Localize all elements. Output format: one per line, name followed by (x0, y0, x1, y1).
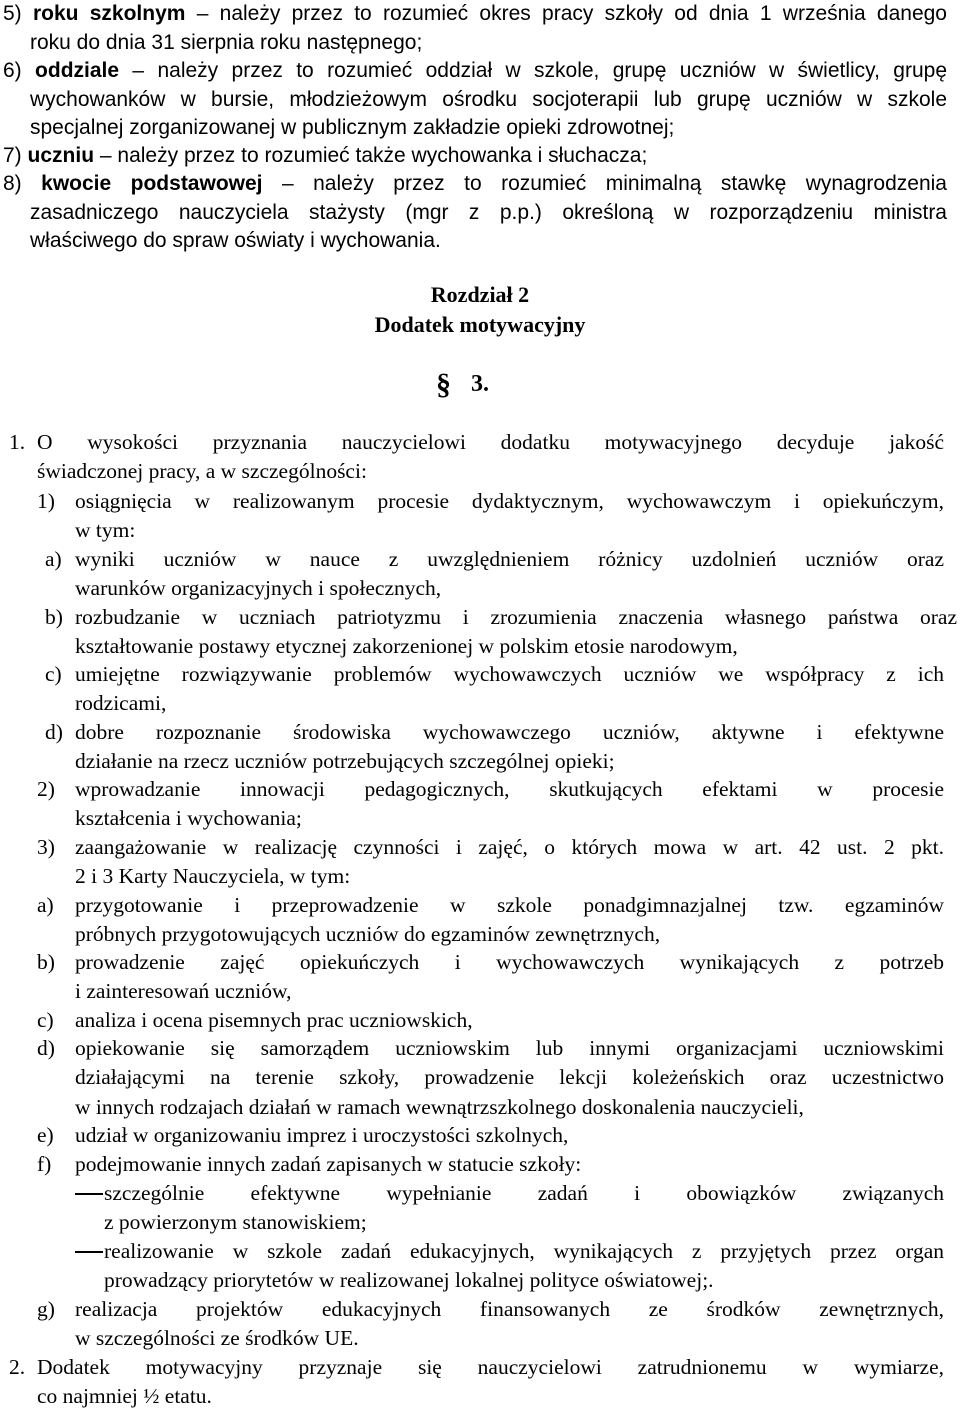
subitem-3a: przygotowanie i przeprowadzenie w szkole ponadgimnazjalnej tzw. egzaminów próbnych przygotowujących uczniów do egzaminów zewnętrznych, (75, 893, 944, 947)
subitem-3d: opiekowanie się samorządem uczniowskim lub innymi organizacjami uczniowskimi działającymi na terenie szkoły, prowadzenie lekcji koleżeńskich oraz uczestnictwo w innych rodzajach działań w ramach wewnątrzszkolnego doskonalenia nauczycieli, (75, 1036, 944, 1119)
subitem-3c: analiza i ocena pisemnych prac uczniowskich, (75, 1008, 473, 1032)
definition-item-5: 5) roku szkolnym – należy przez to rozumieć okres pracy szkoły od dnia 1 września danego roku do dnia 31 sierpnia roku następnego; (3, 2, 947, 54)
subitem-1c: umiejętne rozwiązywanie problemów wychowawczych uczniów we współpracy z ich rodzicami, (75, 662, 944, 716)
subitem-letter: f) (37, 1152, 52, 1176)
subitem-letter: a) (37, 893, 54, 917)
subitem-1b: rozbudzanie w uczniach patriotyzmu i zrozumienia znaczenia własnego państwa oraz kształtowanie postawy etycznej zakorzenionej w polskim etosie narodowym, (75, 605, 957, 659)
item-3: zaangażowanie w realizację czynności i zajęć, o których mowa w art. 42 ust. 2 pkt. 2 i 3 Karty Nauczyciela, w tym: (75, 835, 944, 889)
list-dash (75, 1193, 103, 1195)
subitem-3g: realizacja projektów edukacyjnych finansowanych ze środków zewnętrznych, w szczególności ze środków UE. (75, 1297, 944, 1351)
dash-item-1: szczególnie efektywne wypełnianie zadań i obowiązków związanych z powierzonym stanowiskiem; (104, 1181, 944, 1235)
subitem-letter: d) (45, 720, 63, 744)
subitem-3f: podejmowanie innych zadań zapisanych w statucie szkoły: (75, 1152, 582, 1176)
subitem-3e: udział w organizowaniu imprez i uroczystości szkolnych, (75, 1123, 569, 1147)
definition-item-6: 6) oddziale – należy przez to rozumieć oddział w szkole, grupę uczniów w świetlicy, grupę wychowanków w bursie, młodzieżowym ośrodku socjoterapii lub grupę uczniów w szkole specjalnej zorganizowanej w publicznym zakładzie opieki zdrowotnej; (3, 59, 948, 139)
item-2: wprowadzanie innowacji pedagogicznych, skutkujących efektami w procesie kształcenia i wychowania; (75, 777, 944, 831)
list-dash (75, 1251, 103, 1253)
subitem-letter: d) (37, 1036, 55, 1060)
item-1: osiągnięcia w realizowanym procesie dydaktycznym, wychowawczym i opiekuńczym, w tym: (75, 489, 944, 543)
point-number: 2. (9, 1355, 26, 1379)
subitem-letter: b) (37, 950, 55, 974)
subitem-1a: wyniki uczniów w nauce z uwzględnieniem różnicy uzdolnień uczniów oraz warunków organizacyjnych i społecznych, (75, 547, 944, 601)
definition-item-8: 8) kwocie podstawowej – należy przez to rozumieć minimalną stawkę wynagrodzenia zasadniczego nauczyciela stażysty (mgr z p.p.) określoną w rozporządzeniu ministra właściwego do spraw oświaty i wychowania. (3, 172, 947, 252)
dash-item-2: realizowanie w szkole zadań edukacyjnych, wynikających z przyjętych przez organ prowadzący priorytetów w realizowanej lokalnej polityce oświatowej;. (104, 1239, 944, 1293)
item-number: 2) (37, 777, 55, 801)
chapter-subtitle: Dodatek motywacyjny (374, 312, 586, 337)
item-number: 1) (37, 489, 55, 513)
subitem-letter: a) (45, 547, 62, 571)
subitem-letter: c) (37, 1008, 54, 1032)
point-number: 1. (9, 430, 26, 454)
subitem-letter: b) (45, 605, 63, 629)
chapter-title: Rozdział 2 (430, 282, 530, 307)
defined-term: uczniu (27, 144, 95, 167)
subitem-3b: prowadzenie zajęć opiekuńczych i wychowawczych wynikających z potrzeb i zainteresowań uczniów, (75, 950, 944, 1004)
item-number: 3) (37, 835, 55, 859)
defined-term: oddziale (35, 59, 120, 82)
defined-term: kwocie podstawowej (41, 172, 263, 195)
subitem-1d: dobre rozpoznanie środowiska wychowawczego uczniów, aktywne i efektywne działanie na rzecz uczniów potrzebujących szczególnej opieki; (75, 720, 944, 774)
definition-item-7: 7) uczniu – należy przez to rozumieć także wychowanka i słuchacza; (3, 144, 648, 167)
point-1: O wysokości przyznania nauczycielowi dodatku motywacyjnego decyduje jakość (37, 430, 944, 454)
section-sign: § (436, 368, 451, 401)
subitem-letter: e) (37, 1123, 54, 1147)
defined-term: roku szkolnym (32, 2, 186, 25)
point-2: Dodatek motywacyjny przyznaje się nauczycielowi zatrudnionemu w wymiarze, co najmniej ½ etatu. (37, 1355, 944, 1409)
subitem-letter: c) (45, 662, 62, 686)
subitem-letter: g) (37, 1297, 55, 1321)
document-page: 5) roku szkolnym – należy przez to rozumieć okres pracy szkoły od dnia 1 września danego roku do dnia 31 sierpnia roku następnego; 6) oddziale – należy przez to rozumieć oddział w szkole, grupę uczniów w świetlicy, grupę wychowanków w bursie, młodzieżowym ośrodku socjoterapii lub grupę uczniów w szkole specjalnej zorganizowanej w publicznym zakładzie opieki zdrowotnej; 7) uczniu – należy przez to rozumieć także wychowanka i słuchacza; 8) kwocie podstawowej – należy przez to rozumieć minimalną stawkę wynagrodzenia zasadniczego nauczyciela stażysty (mgr z p.p.) określoną w rozporządzeniu ministra właściwego do spraw oświaty i wychowania. Rozdział 2 Dodatek motywacyjny § 3. 1. O wysokości przyznania nauczycielowi dodatku motywacyjnego decyduje jakość świadczonej pracy, a w szczególności: 1) osiągnięcia w realizowanym procesie dydaktycznym, wychowawczym i opiekuńczym, w tym: a) wyniki uczniów w nauce z uwzględnieniem różnicy uzdolnień uczniów oraz warunków organizacyjnych i społecznych, b) rozbudzanie w uczniach patriotyzmu i zrozumienia znaczenia własnego państwa oraz kształtowanie postawy etycznej zakorzenionej w polskim etosie narodowym, c) umiejętne rozwiązywanie problemów wychowawczych uczniów we współpracy z ich rodzicami, d) dobre rozpoznanie środowiska wychowawczego uczniów, aktywne i efektywne działanie na rzecz uczniów potrzebujących szczególnej opieki; 2) wprowadzanie innowacji pedagogicznych, skutkujących efektami w procesie kształcenia i wychowania; 3) zaangażowanie w realizację czynności i zajęć, o których mowa w art. 42 ust. 2 pkt. 2 i 3 Karty Nauczyciela, w tym: a) przygotowanie i przeprowadzenie w szkole ponadgimnazjalnej tzw. egzaminów próbnych przygotowujących uczniów do egzaminów zewnętrznych, b) prowadzenie zajęć opiekuńczych i wychowawczych wynikających z potrzeb i zainteresowań uczniów, c) analiza i ocena pisemnych prac uczniowskich, d) opiekowanie się samorządem uczniowskim lub innymi organizacjami uczniowskimi działającymi na terenie szkoły, prowadzenie lekcji koleżeńskich oraz uczestnictwo w innych rodzajach działań w ramach wewnątrzszkolnego doskonalenia nauczycieli, e) udział w organizowaniu imprez i uroczystości szkolnych, f) podejmowanie innych zadań zapisanych w statucie szkoły: szczególnie efektywne wypełnianie zadań i obowiązków związanych z powierzonym stanowiskiem; realizowanie w szkole zadań edukacyjnych, wynikających z przyjętych przez organ prowadzący priorytetów w realizowanej lokalnej polityce oświatowej;. g) realizacja projektów edukacyjnych finansowanych ze środków zewnętrznych, w szczególności ze środków UE. 2. Dodatek motywacyjny przyznaje się nauczycielowi zatrudnionemu w wymiarze, co najmniej ½ etatu. (0, 0, 960, 1412)
paragraph-number: 3. (471, 371, 489, 397)
